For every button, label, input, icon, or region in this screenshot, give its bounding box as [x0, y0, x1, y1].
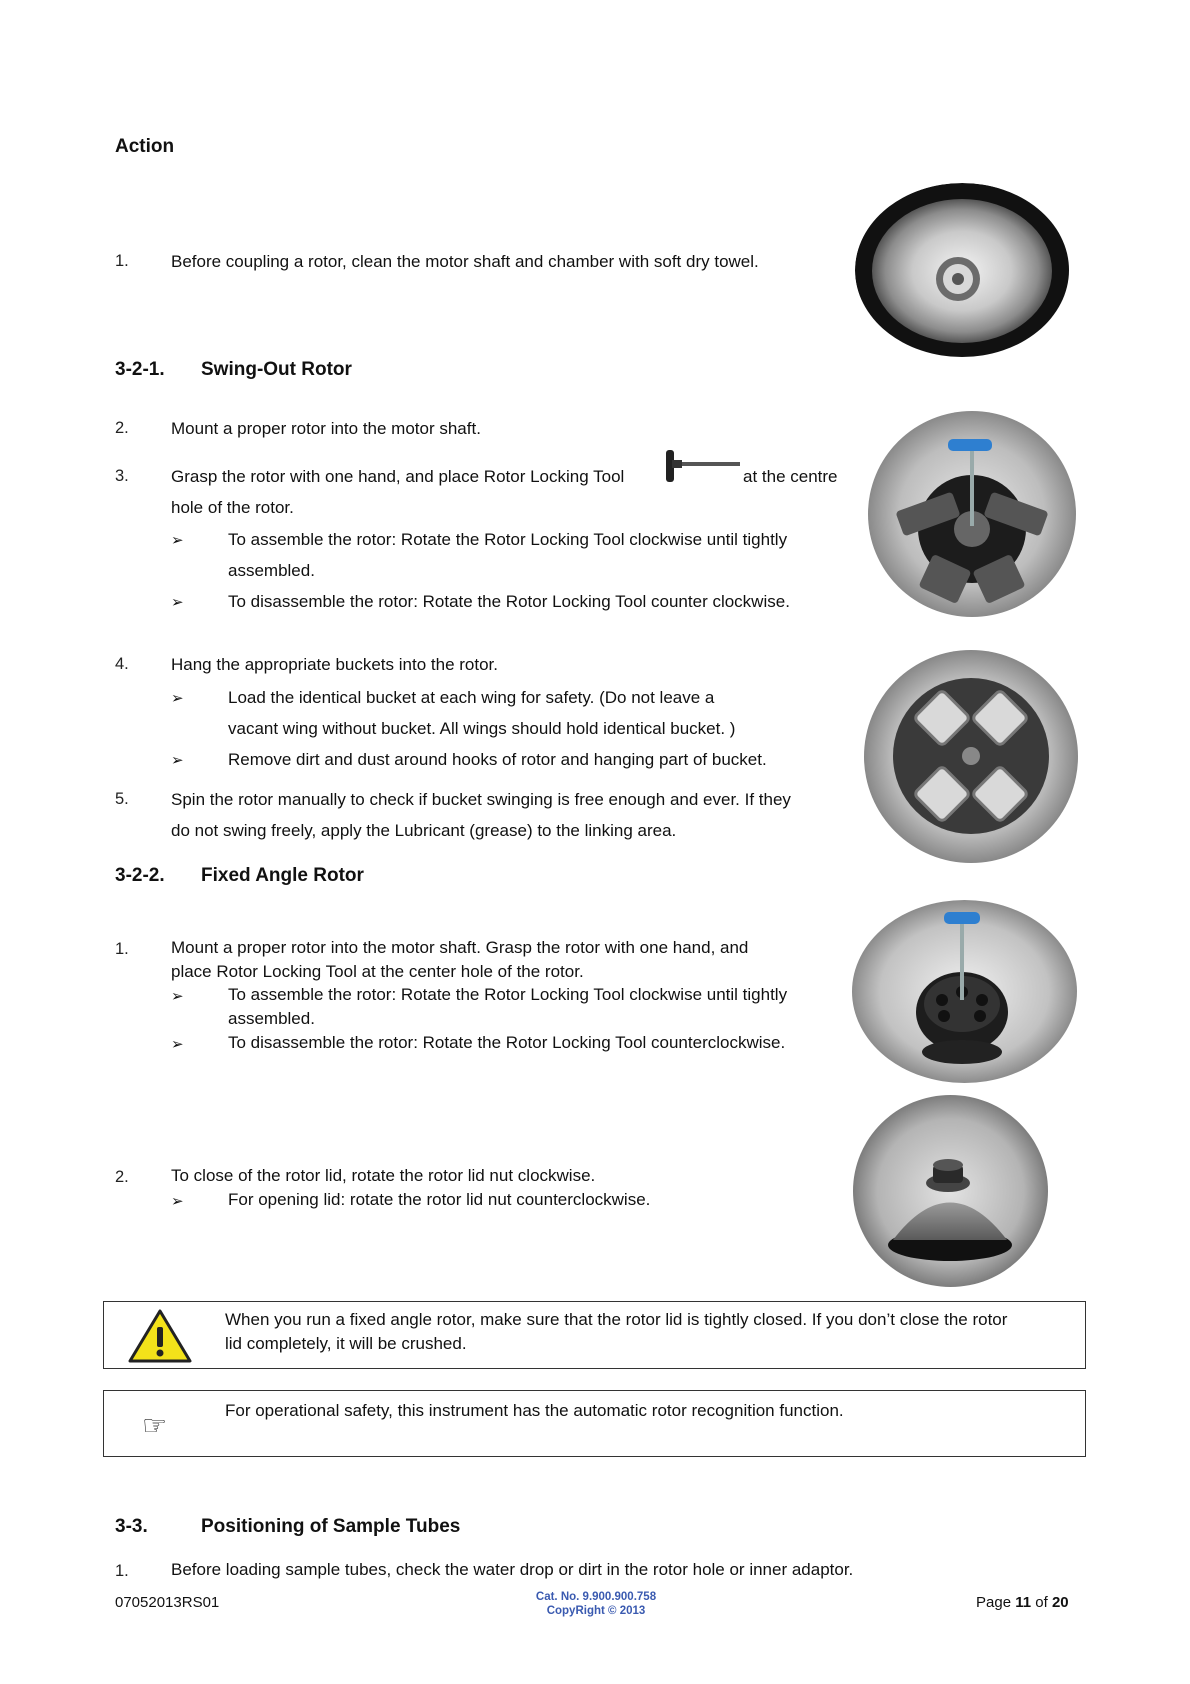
footer-page-number: [976, 1594, 1069, 1611]
bullet-icon: ➢: [171, 752, 184, 769]
section-fixed-angle-heading: [115, 865, 364, 887]
swing-step-4-bullet-1-line1: Load the identical bucket at each wing for safety. (Do not leave a: [228, 688, 715, 707]
bullet-icon: ➢: [171, 594, 184, 611]
swing-step-5-number: 5.: [115, 790, 129, 808]
section-swing-out-heading: [115, 359, 352, 381]
footer-cat-no: Cat. No. 9.900.900.758: [535, 1591, 657, 1603]
swing-step-5-line1: Spin the rotor manually to check if bucket swinging is free enough and ever. If they: [171, 790, 791, 809]
section-fixed-angle-title: Fixed Angle Rotor: [201, 865, 364, 886]
fixed-rotor-lid-photo: [853, 1095, 1048, 1287]
footer-doc-code: 07052013RS01: [115, 1594, 220, 1611]
section-swing-out-title: Swing-Out Rotor: [201, 359, 352, 380]
fixed-step-1-number: 1.: [115, 940, 129, 958]
rotor-locking-tool-icon: [664, 448, 742, 484]
footer-page-label: Page: [976, 1594, 1012, 1611]
section-swing-out-number: 3-2-1.: [115, 359, 165, 380]
warning-box: [103, 1301, 1086, 1369]
swing-step-4-bullet-2-line1: Remove dirt and dust around hooks of rotor and hanging part of bucket.: [228, 750, 767, 769]
swing-step-3-number: 3.: [115, 467, 129, 485]
swing-rotor-with-tool-photo: [868, 411, 1076, 617]
note-box: [103, 1390, 1086, 1457]
bullet-icon: ➢: [171, 988, 184, 1005]
bullet-icon: ➢: [171, 690, 184, 707]
positioning-step-1-number: 1.: [115, 1562, 129, 1580]
fixed-step-2-bullet-1: For opening lid: rotate the rotor lid nut counterclockwise.: [228, 1190, 651, 1209]
swing-step-5-line2: do not swing freely, apply the Lubricant (grease) to the linking area.: [171, 821, 677, 840]
swing-step-3-text-a: Grasp the rotor with one hand, and place Rotor Locking Tool: [171, 467, 625, 486]
positioning-step-1-text: Before loading sample tubes, check the water drop or dirt in the rotor hole or inner adaptor.: [171, 1560, 854, 1579]
swing-step-4-text: Hang the appropriate buckets into the rotor.: [171, 655, 498, 674]
section-positioning-number: 3-3.: [115, 1516, 148, 1537]
fixed-step-1-line2: place Rotor Locking Tool at the center hole of the rotor.: [171, 962, 584, 981]
swing-step-3-bullet-1-line1: To assemble the rotor: Rotate the Rotor Locking Tool clockwise until tightly: [228, 530, 788, 549]
swing-step-4-number: 4.: [115, 655, 129, 673]
fixed-step-1-bullet-2-line1: To disassemble the rotor: Rotate the Rotor Locking Tool counterclockwise.: [228, 1033, 786, 1052]
swing-step-3-text-line2: hole of the rotor.: [171, 498, 294, 517]
action-heading-text: Action: [115, 136, 175, 157]
footer-page-current: 11: [1015, 1594, 1032, 1611]
action-heading: [115, 136, 174, 158]
fixed-step-1-bullet-1-line2: assembled.: [228, 1009, 315, 1028]
bullet-icon: ➢: [171, 532, 184, 549]
swing-rotor-buckets-photo: [864, 650, 1078, 863]
fixed-rotor-with-tool-photo: [852, 900, 1077, 1083]
swing-step-3-bullet-2-line1: To disassemble the rotor: Rotate the Rotor Locking Tool counter clockwise.: [228, 592, 790, 611]
pointing-hand-icon: ☞: [142, 1409, 168, 1442]
section-fixed-angle-number: 3-2-2.: [115, 865, 165, 886]
warning-text-line2: lid completely, it will be crushed.: [225, 1334, 467, 1353]
swing-step-3-bullet-1-line2: assembled.: [228, 561, 315, 580]
footer-page-total: 20: [1051, 1594, 1069, 1611]
section-positioning-heading: [115, 1516, 460, 1538]
bullet-icon: ➢: [171, 1193, 184, 1210]
swing-step-4-bullet-1-line2: vacant wing without bucket. All wings should hold identical bucket. ): [228, 719, 736, 738]
fixed-step-1-line1: Mount a proper rotor into the motor shaft. Grasp the rotor with one hand, and: [171, 938, 749, 957]
bullet-icon: ➢: [171, 1036, 184, 1053]
fixed-step-1-bullet-1-line1: To assemble the rotor: Rotate the Rotor Locking Tool clockwise until tightly: [228, 985, 788, 1004]
action-step-1-text: Before coupling a rotor, clean the motor shaft and chamber with soft dry towel.: [171, 252, 759, 271]
footer-catalog: [496, 1590, 696, 1618]
swing-step-2-text: Mount a proper rotor into the motor shaft.: [171, 419, 481, 438]
swing-step-3-text-b: at the centre: [743, 467, 838, 486]
section-positioning-title: Positioning of Sample Tubes: [201, 1516, 461, 1537]
fixed-step-2-number: 2.: [115, 1168, 129, 1186]
fixed-step-2-text: To close of the rotor lid, rotate the rotor lid nut clockwise.: [171, 1166, 596, 1185]
note-text: For operational safety, this instrument has the automatic rotor recognition function.: [225, 1401, 844, 1420]
warning-triangle-icon: [128, 1308, 192, 1364]
motor-chamber-photo: [855, 183, 1070, 358]
swing-step-2-number: 2.: [115, 419, 129, 437]
warning-text-line1: When you run a fixed angle rotor, make sure that the rotor lid is tightly closed. If you don’t close the rotor: [225, 1310, 1008, 1329]
footer-page-of: of: [1035, 1594, 1048, 1611]
action-step-1-number: 1.: [115, 252, 129, 270]
footer-copyright: CopyRight © 2013: [546, 1605, 646, 1617]
